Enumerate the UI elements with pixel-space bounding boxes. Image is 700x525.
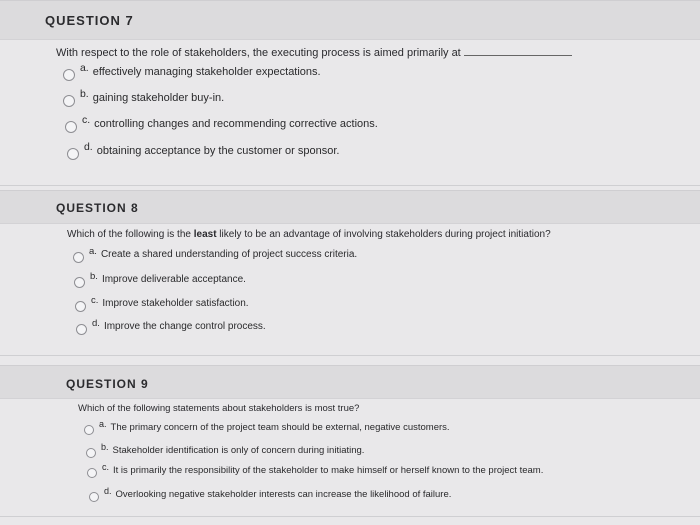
option-label: effectively managing stakeholder expectations. bbox=[92, 66, 321, 78]
question-7-title: QUESTION 7 bbox=[45, 13, 134, 28]
q9-option-c[interactable] bbox=[87, 462, 544, 478]
option-label: gaining stakeholder buy-in. bbox=[92, 92, 225, 104]
option-label: Stakeholder identification is only of concern during initiating. bbox=[112, 445, 365, 456]
radio-button[interactable] bbox=[73, 252, 84, 263]
option-label: obtaining acceptance by the customer or sponsor. bbox=[96, 145, 340, 157]
option-label: Improve stakeholder satisfaction. bbox=[102, 298, 249, 309]
option-letter: a. bbox=[80, 63, 89, 74]
q8-option-b[interactable] bbox=[74, 271, 246, 288]
option-letter: b. bbox=[90, 271, 98, 282]
radio-button[interactable] bbox=[65, 121, 77, 133]
question-8-header bbox=[0, 190, 700, 224]
option-letter: c. bbox=[91, 295, 99, 306]
question-8-title: QUESTION 8 bbox=[56, 201, 139, 215]
question-7-text bbox=[56, 47, 572, 59]
option-label: Overlooking negative stakeholder interests can increase the likelihood of failure. bbox=[115, 489, 452, 500]
question-7-text-content: With respect to the role of stakeholders, the executing process is aimed primarily at bbox=[56, 47, 461, 59]
radio-button[interactable] bbox=[74, 277, 85, 288]
option-label: Improve the change control process. bbox=[103, 321, 266, 332]
radio-button[interactable] bbox=[63, 95, 75, 107]
question-9-title: QUESTION 9 bbox=[66, 377, 149, 391]
q7-option-b[interactable] bbox=[63, 89, 225, 107]
radio-button[interactable] bbox=[67, 148, 79, 160]
option-label: controlling changes and recommending corrective actions. bbox=[94, 118, 378, 130]
question-9-text-content: Which of the following statements about stakeholders is most true? bbox=[78, 403, 360, 414]
option-letter: b. bbox=[80, 89, 89, 100]
q8-option-a[interactable] bbox=[73, 246, 358, 263]
question-9-text bbox=[78, 403, 359, 414]
question-8-text bbox=[67, 229, 551, 240]
option-letter: d. bbox=[84, 142, 93, 153]
question-7-header bbox=[0, 0, 700, 40]
question-8-text-bold: least bbox=[193, 229, 217, 240]
question-8-text-before: Which of the following is the bbox=[67, 229, 194, 240]
option-letter: b. bbox=[101, 442, 109, 452]
option-letter: c. bbox=[102, 462, 110, 472]
question-8-text-after: likely to be an advantage of involving stakeholders during project initiation? bbox=[216, 229, 551, 240]
radio-button[interactable] bbox=[87, 468, 97, 478]
q7-option-a[interactable] bbox=[63, 63, 321, 81]
question-divider bbox=[0, 355, 700, 356]
radio-button[interactable] bbox=[84, 425, 94, 435]
radio-button[interactable] bbox=[76, 324, 87, 335]
question-divider bbox=[0, 516, 700, 517]
option-label: Create a shared understanding of project success criteria. bbox=[100, 249, 358, 260]
option-letter: d. bbox=[104, 486, 112, 496]
q8-option-c[interactable] bbox=[75, 295, 249, 312]
option-label: Improve deliverable acceptance. bbox=[101, 274, 246, 285]
q7-option-c[interactable] bbox=[65, 115, 378, 133]
radio-button[interactable] bbox=[89, 492, 99, 502]
option-letter: d. bbox=[92, 318, 100, 329]
option-label: The primary concern of the project team should be external, negative customers. bbox=[110, 422, 450, 433]
q9-option-b[interactable] bbox=[86, 442, 365, 458]
radio-button[interactable] bbox=[75, 301, 86, 312]
question-divider bbox=[0, 185, 700, 186]
question-9-header bbox=[0, 365, 700, 399]
q7-option-d[interactable] bbox=[67, 142, 340, 160]
radio-button[interactable] bbox=[63, 69, 75, 81]
answer-blank bbox=[464, 54, 572, 56]
option-letter: a. bbox=[99, 419, 107, 429]
option-letter: c. bbox=[82, 115, 91, 126]
radio-button[interactable] bbox=[86, 448, 96, 458]
option-label: It is primarily the responsibility of the stakeholder to make himself or herself known to the project team. bbox=[113, 465, 544, 476]
q9-option-d[interactable] bbox=[89, 486, 452, 502]
q8-option-d[interactable] bbox=[76, 318, 266, 335]
q9-option-a[interactable] bbox=[84, 419, 450, 435]
option-letter: a. bbox=[89, 246, 97, 257]
